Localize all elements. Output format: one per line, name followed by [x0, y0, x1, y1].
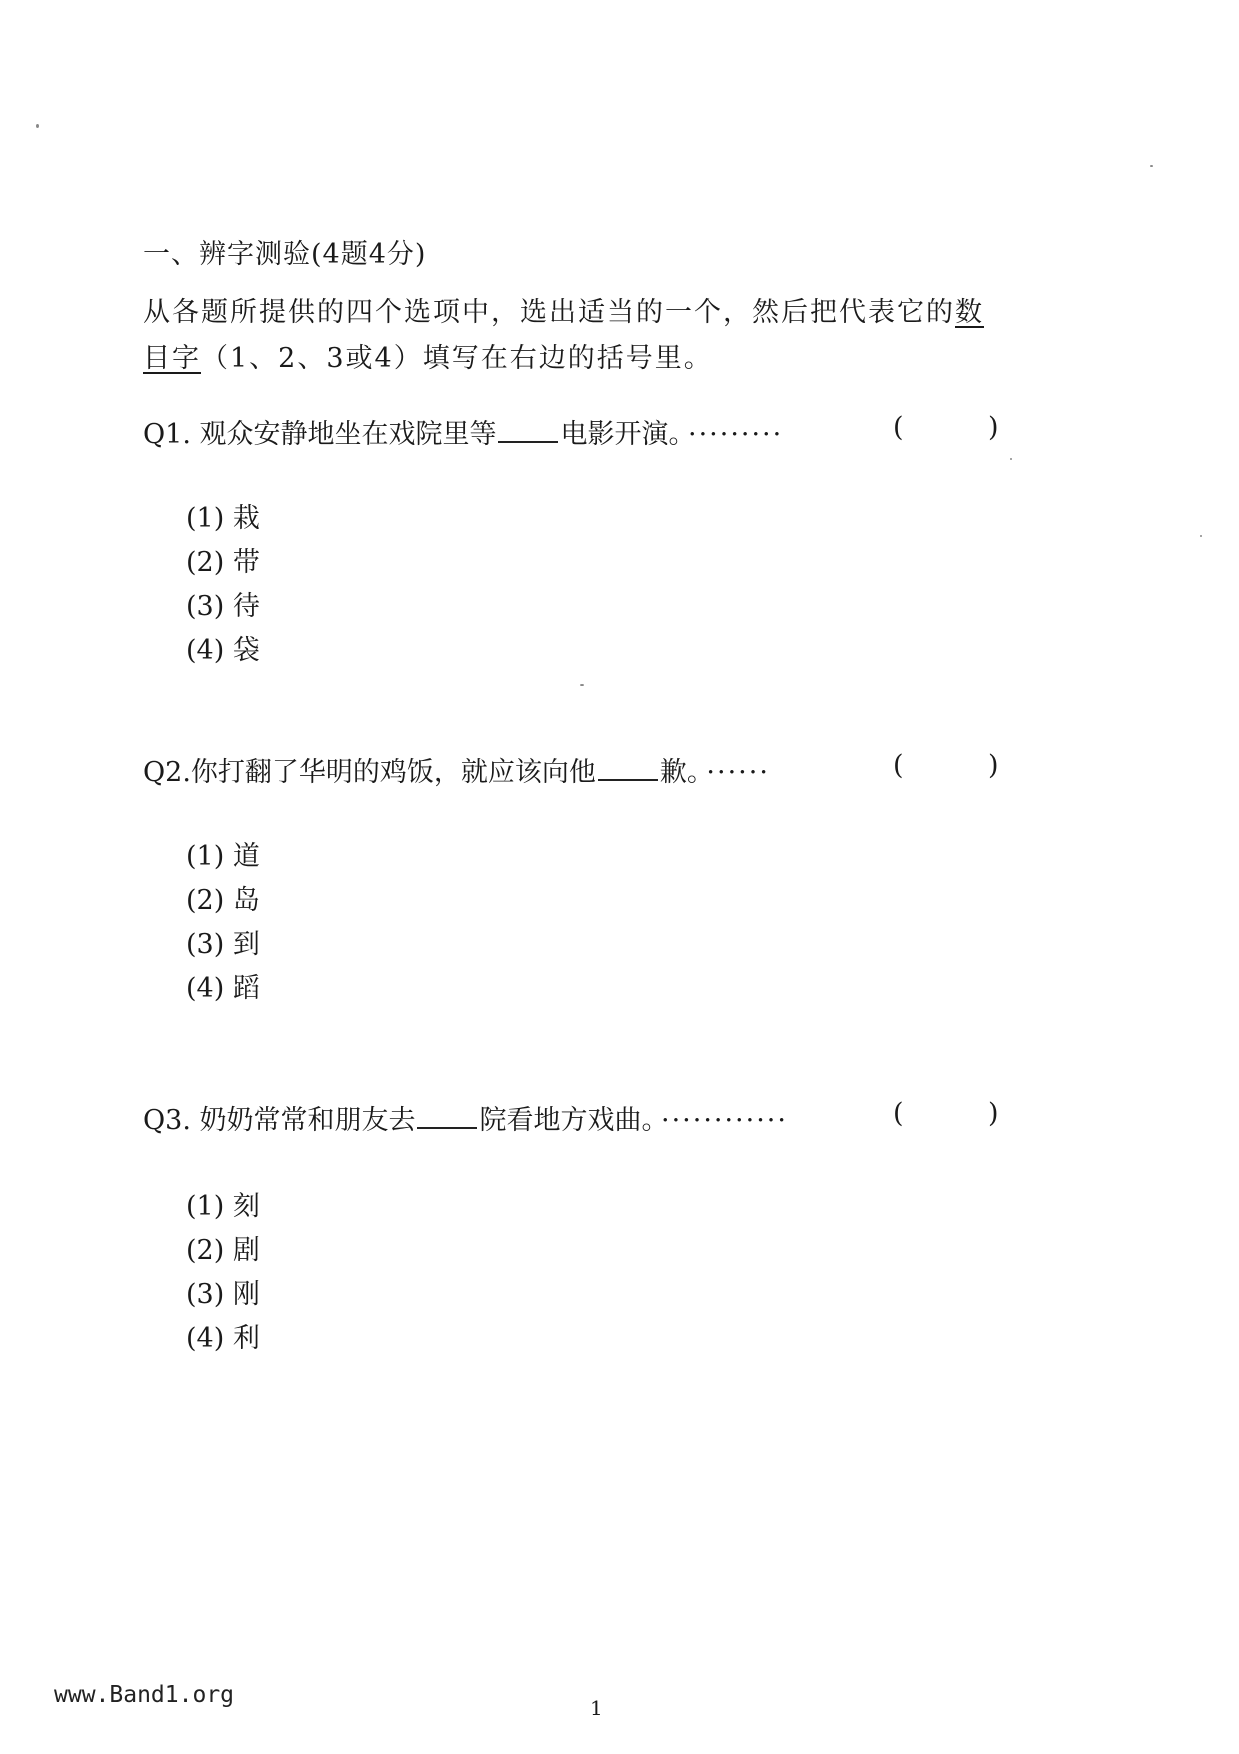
leader-dots: ······ [706, 757, 770, 788]
answer-paren-close: ) [988, 750, 999, 781]
question-text-end: 歉。 [659, 757, 701, 788]
scan-speck [1010, 458, 1012, 460]
option-1: (1) 栽 [186, 503, 260, 534]
scan-speck [36, 124, 39, 128]
option-2: (2) 岛 [186, 885, 260, 916]
answer-paren-close: ) [988, 412, 999, 443]
scan-speck [1200, 535, 1202, 537]
question-text-end: 院看地方戏曲。 [479, 1105, 655, 1136]
instruction-line-1 [143, 290, 984, 329]
instruction-underlined-text: 目字 [143, 343, 201, 374]
question-text: Q1. 观众安静地坐在戏院里等 [143, 419, 497, 450]
leader-dots: ········· [687, 419, 784, 450]
option-1: (1) 道 [186, 841, 260, 872]
fill-blank[interactable] [417, 1103, 477, 1129]
option-3: (3) 到 [186, 929, 260, 960]
option-1: (1) 刻 [186, 1191, 260, 1222]
instruction-underlined-text: 数 [955, 297, 984, 328]
question-2 [143, 750, 770, 789]
option-3: (3) 待 [186, 591, 260, 622]
scan-speck [580, 684, 584, 686]
question-text: Q2.你打翻了华明的鸡饭，就应该向他 [143, 757, 596, 788]
option-3: (3) 刚 [186, 1279, 260, 1310]
answer-paren-open: ( [893, 1098, 904, 1129]
option-4: (4) 利 [186, 1323, 260, 1354]
instruction-text: 从各题所提供的四个选项中，选出适当的一个，然后把代表它的 [143, 297, 955, 328]
leader-dots: ············ [660, 1105, 788, 1136]
question-1 [143, 412, 783, 451]
answer-box[interactable] [906, 412, 986, 444]
scan-speck [1150, 165, 1153, 167]
option-4: (4) 蹈 [186, 973, 260, 1004]
question-3 [143, 1098, 788, 1137]
question-text: Q3. 奶奶常常和朋友去 [143, 1105, 416, 1136]
fill-blank[interactable] [598, 755, 658, 781]
answer-box[interactable] [906, 750, 986, 782]
answer-paren-close: ) [988, 1098, 999, 1129]
section-title: 一、辨字测验(4题4分) [143, 239, 427, 270]
instruction-line-2 [143, 336, 713, 375]
answer-paren-open: ( [893, 412, 904, 443]
fill-blank[interactable] [498, 417, 558, 443]
option-2: (2) 带 [186, 547, 260, 578]
instruction-text: （1、2、3或4）填写在右边的括号里。 [201, 343, 713, 374]
option-4: (4) 袋 [186, 635, 260, 666]
question-text-end: 电影开演。 [560, 419, 682, 450]
answer-box[interactable] [906, 1098, 986, 1130]
option-2: (2) 剧 [186, 1235, 260, 1266]
page-number: 1 [590, 1696, 603, 1720]
answer-paren-open: ( [893, 750, 904, 781]
footer-site-link[interactable]: www.Band1.org [54, 1682, 235, 1708]
